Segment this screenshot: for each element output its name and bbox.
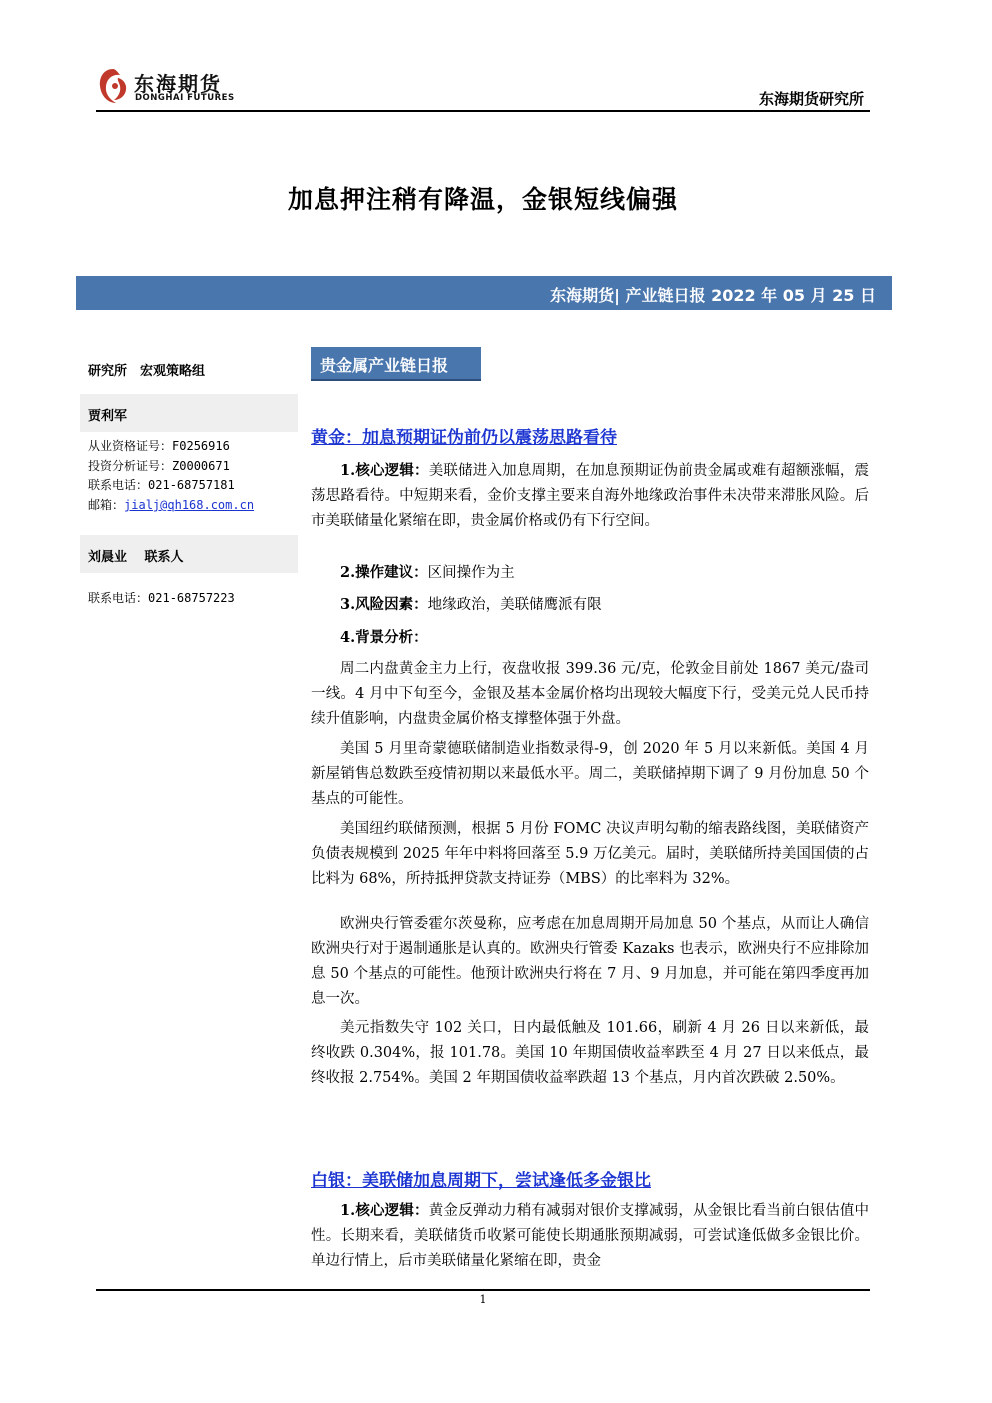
paragraph-text: 美联储进入加息周期，在加息预期证伪前贵金属或难有超额涨幅，震荡思路看待。中短期来看，金价支撑主要来自海外地缘政治事件未决带来滞胀风险。后市美联储量化紧缩在即，贵金属价格或仍有下行空间。 — [311, 463, 870, 529]
sidebar-department: 研究所 宏观策略组 — [88, 364, 206, 379]
page-number: 1 — [479, 1293, 487, 1306]
field-value: Z0000671 — [172, 459, 230, 473]
paragraph-text: 地缘政治，美联储鹰派有限 — [427, 597, 602, 613]
dragon-logo-icon — [96, 66, 130, 106]
paragraph-text: 黄金反弹动力稍有减弱对银价支撑减弱，从金银比看当前白银估值中性。长期来看，美联储货币收紧可能使长期通胀预期减弱，可尝试逢低做多金银比价。单边行情上，后市美联储量化紧缩在即，贵金 — [311, 1203, 870, 1269]
gold-risk-factors — [311, 592, 869, 618]
analyst-name: 贾利军 — [88, 409, 128, 424]
analyst-email — [88, 496, 254, 513]
email-link[interactable]: jialj@qh168.com.cn — [124, 498, 255, 512]
contact-phone — [88, 589, 235, 606]
field-label: 投资分析证号： — [88, 459, 173, 473]
gold-background-label — [311, 625, 869, 651]
report-title: 加息押注稍有降温，金银短线偏强 — [287, 185, 678, 214]
contact-name-box — [80, 535, 298, 573]
gold-background-p5: 美元指数失守 102 关口，日内最低触及 101.66，刷新 4 月 26 日以来新低，最终收跌 0.304%，报 101.78。美国 10 年期国债收益率跌至 4 月 27 日以来低点，最终收报 2.754%。美国 2 年期国债收益率跌超 13 个基点，月内首次跌破 2.50%。 — [311, 1020, 869, 1086]
silver-heading[interactable]: 白银：美联储加息周期下，尝试逢低多金银比 — [311, 1171, 651, 1191]
field-value: F0256916 — [172, 439, 230, 453]
analyst-qualification — [88, 437, 230, 454]
paragraph-label: 4.背景分析： — [340, 629, 428, 646]
section-tag — [311, 347, 481, 381]
banner-text: 东海期货| 产业链日报 2022 年 05 月 25 日 — [550, 286, 876, 305]
field-label: 联系电话： — [88, 478, 149, 492]
paragraph-label: 1.核心逻辑： — [340, 1202, 429, 1219]
gold-operation-advice — [311, 560, 869, 586]
field-value: 021-68757181 — [148, 478, 235, 492]
paragraph-text: 区间操作为主 — [427, 565, 515, 581]
footer-divider — [96, 1289, 870, 1291]
institute-name: 东海期货研究所 — [758, 90, 864, 108]
analyst-phone — [88, 476, 235, 493]
company-logo — [96, 66, 236, 106]
section-tag-text: 贵金属产业链日报 — [320, 356, 449, 375]
field-label: 从业资格证号： — [88, 439, 173, 453]
gold-background-p1: 周二内盘黄金主力上行，夜盘收报 399.36 元/克，伦敦金目前处 1867 美元/盎司一线。4 月中下旬至今，金银及基本金属价格均出现较大幅度下行，受美元兑人民币持续升值影响，内盘贵金属价格支撑整体强于外盘。 — [311, 661, 869, 727]
field-value: 021-68757223 — [148, 591, 235, 605]
gold-background-p3: 美国纽约联储预测，根据 5 月份 FOMC 决议声明勾勒的缩表路线图，美联储资产负债表规模到 2025 年年中料将回落至 5.9 万亿美元。届时，美联储所持美国国债的占比料为 68%，所持抵押贷款支持证券（MBS）的比率料为 32%。 — [311, 821, 869, 887]
gold-background-p4: 欧洲央行管委霍尔茨曼称，应考虑在加息周期开局加息 50 个基点，从而让人确信欧洲央行对于遏制通胀是认真的。欧洲央行管委 Kazaks 也表示，欧洲央行不应排除加息 50 个基点的可能性。他预计欧洲央行将在 7 月、9 月加息，并可能在第四季度再加息一次。 — [311, 916, 869, 1007]
silver-core-logic — [311, 1198, 869, 1274]
field-label: 邮箱： — [88, 498, 125, 512]
logo-chinese-text: 东海期货 — [134, 72, 222, 96]
report-banner — [76, 276, 892, 310]
gold-heading[interactable]: 黄金：加息预期证伪前仍以震荡思路看待 — [311, 428, 617, 448]
paragraph-label: 2.操作建议： — [340, 564, 428, 581]
gold-core-logic — [311, 458, 869, 534]
field-label: 联系电话： — [88, 591, 149, 605]
paragraph-label: 1.核心逻辑： — [340, 462, 429, 479]
contact-name: 刘晨业 联系人 — [88, 550, 184, 565]
header-divider — [96, 110, 870, 112]
gold-background-p2: 美国 5 月里奇蒙德联储制造业指数录得-9，创 2020 年 5 月以来新低。美国 4 月新屋销售总数跌至疫情初期以来最低水平。周二，美联储掉期下调了 9 月份加息 50 个基点的可能性。 — [311, 741, 869, 807]
logo-english-text: DONGHAI FUTURES — [135, 93, 235, 103]
analyst-name-box — [80, 394, 298, 432]
paragraph-label: 3.风险因素： — [340, 596, 428, 613]
analyst-investment-cert — [88, 457, 230, 474]
